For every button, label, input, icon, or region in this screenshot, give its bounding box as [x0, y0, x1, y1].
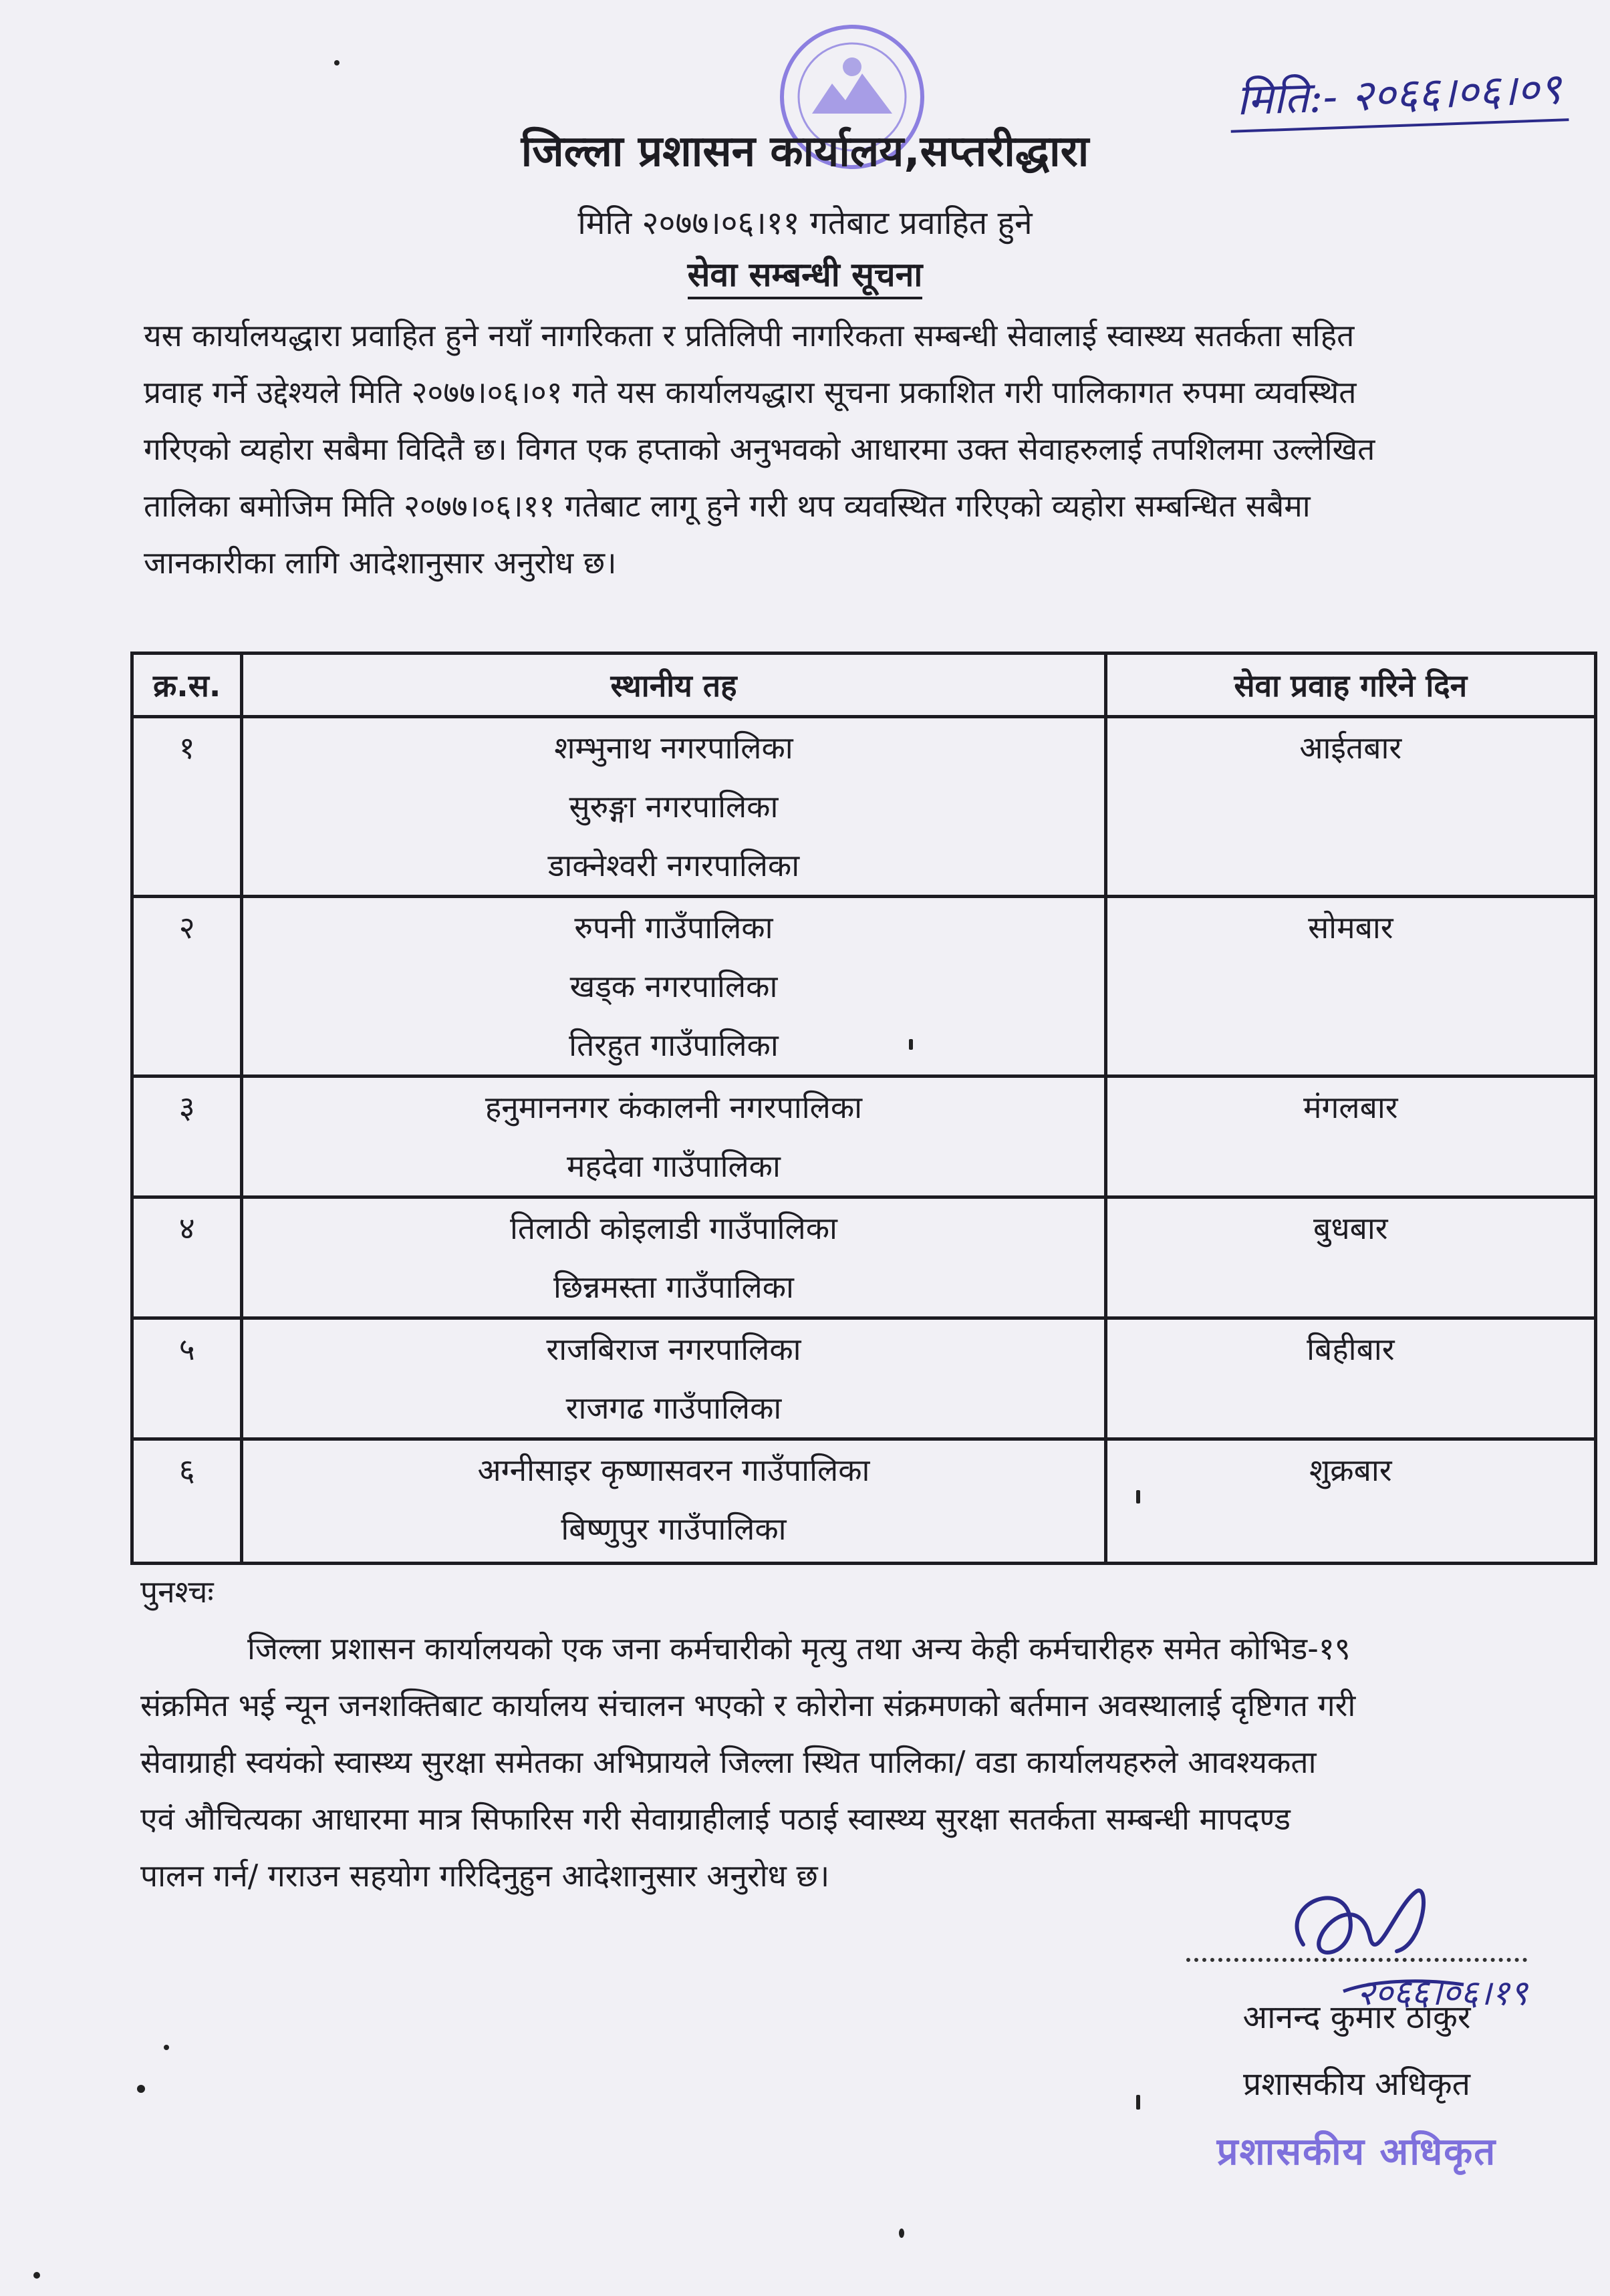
service-day: बिहीबार [1307, 1331, 1395, 1367]
local-level-name: राजबिराज नगरपालिका [546, 1331, 801, 1367]
serial-cell [132, 1439, 242, 1564]
paper-speck [137, 2085, 145, 2093]
notice-heading-text: सेवा सम्बन्धी सूचना [688, 255, 923, 299]
serial-number: ५ [178, 1331, 195, 1367]
local-level-name: शम्भुनाथ नगरपालिका [554, 730, 793, 766]
signatory-title: प्रशासकीय अधिकृत [1242, 2065, 1471, 2103]
postscript-line: जिल्ला प्रशासन कार्यालयको एक जना कर्मचारीको मृत्यु तथा अन्य केही कर्मचारीहरु समेत कोभिड-१९ [247, 1630, 1351, 1667]
effective-date-line: मिति २०७७।०६।११ गतेबाट प्रवाहित हुने [577, 204, 1033, 242]
signature-date: २०६६।०६।१९ [1357, 1973, 1528, 2013]
paper-speck [164, 2045, 169, 2050]
serial-cell [132, 1197, 242, 1318]
table-row [132, 1197, 1596, 1318]
local-level-name: हनुमाननगर कंकालनी नगरपालिका [485, 1089, 863, 1125]
table-header-row [132, 654, 1596, 717]
service-day-cell [1105, 897, 1595, 1077]
paper-speck [1136, 1490, 1140, 1503]
local-level-name: अग्नीसाइर कृष्णासवरन गाउँपालिका [477, 1452, 870, 1488]
serial-cell [132, 897, 242, 1077]
intro-line: तालिका बमोजिम मिति २०७७।०६।११ गतेबाट लागू हुने गरी थप व्यवस्थित गरिएको व्यहोरा सम्बन्धित सबैमा [144, 488, 1311, 524]
local-level-name: खड्क नगरपालिका [569, 968, 778, 1004]
local-level-cell [242, 897, 1105, 1077]
table-row [132, 717, 1596, 897]
local-level-name: तिरहुत गाउँपालिका [569, 1027, 779, 1063]
local-level-cell [242, 1318, 1105, 1439]
table-row [132, 1439, 1596, 1564]
notice-heading [0, 251, 1610, 296]
designation-stamp: प्रशासकीय अधिकृत [1216, 2130, 1497, 2174]
paper-speck [899, 2229, 904, 2238]
local-level-name: महदेवा गाउँपालिका [567, 1148, 781, 1184]
service-day-cell [1105, 1077, 1595, 1197]
service-day-cell [1105, 1318, 1595, 1439]
serial-cell [132, 717, 242, 897]
local-level-cell [242, 1077, 1105, 1197]
paper-speck [33, 2272, 40, 2279]
serial-cell [132, 1077, 242, 1197]
header-local-level: स्थानीय तह [242, 654, 1105, 717]
service-day: बुधबार [1313, 1210, 1388, 1246]
local-level-cell [242, 1197, 1105, 1318]
service-day: आईतबार [1299, 730, 1402, 766]
paper-speck [909, 1039, 913, 1050]
signature-dotted-line [1186, 1958, 1527, 1962]
local-level-name: राजगढ गाउँपालिका [565, 1390, 782, 1426]
table-row [132, 897, 1596, 1077]
postscript-line: सेवाग्राही स्वयंको स्वास्थ्य सुरक्षा समेतका अभिप्रायले जिल्ला स्थित पालिका/ वडा कार्यालयहरुले आवश्यकता [140, 1744, 1317, 1780]
header-serial: क्र.स. [132, 654, 242, 717]
serial-number: १ [178, 730, 195, 766]
local-level-name: सुरुङ्गा नगरपालिका [569, 788, 779, 825]
service-schedule-table [130, 652, 1597, 1565]
local-level-cell [242, 1439, 1105, 1564]
local-level-name: रुपनी गाउँपालिका [574, 909, 773, 946]
postscript-line: एवं औचित्यका आधारमा मात्र सिफारिस गरी सेवाग्राहीलाई पठाई स्वास्थ्य सुरक्षा सतर्कता सम्बन्धी मापदण्ड [140, 1801, 1291, 1837]
local-level-name: डाक्नेश्वरी नगरपालिका [547, 847, 800, 883]
intro-line: गरिएको व्यहोरा सबैमा विदितै छ। विगत एक हप्ताको अनुभवको आधारमा उक्त सेवाहरुलाई तपशिलमा उल्लेखित [144, 431, 1375, 467]
table-row [132, 1318, 1596, 1439]
service-day: मंगलबार [1303, 1089, 1398, 1125]
local-level-name: बिष्णुपुर गाउँपालिका [561, 1511, 787, 1547]
service-day-cell [1105, 717, 1595, 897]
postscript-line: पालन गर्न/ गराउन सहयोग गरिदिनुहुन आदेशानुसार अनुरोध छ। [140, 1858, 830, 1894]
serial-number: २ [178, 909, 195, 946]
intro-line: जानकारीका लागि आदेशानुसार अनुरोध छ। [144, 545, 617, 581]
local-level-name: छिन्नमस्ता गाउँपालिका [553, 1269, 794, 1305]
serial-number: ३ [178, 1089, 195, 1125]
paper-speck [334, 60, 340, 65]
handwritten-date: मिति:- २०६६।०६।०९ [1228, 57, 1569, 133]
signatory-name: आनन्द कुमार ठाकुर [1242, 1999, 1471, 2036]
intro-line: प्रवाह गर्ने उद्देश्यले मिति २०७७।०६।०१ गते यस कार्यालयद्धारा सूचना प्रकाशित गरी पालिकागत रुपमा व्यवस्थित [144, 374, 1357, 410]
serial-number: ६ [178, 1452, 195, 1488]
office-title: जिल्ला प्रशासन कार्यालय,सप्तरीद्धारा [521, 127, 1089, 176]
service-day-cell [1105, 1439, 1595, 1564]
table-row [132, 1077, 1596, 1197]
paper-speck [1136, 2095, 1140, 2110]
serial-cell [132, 1318, 242, 1439]
service-day-cell [1105, 1197, 1595, 1318]
postscript-line: संक्रमित भई न्यून जनशक्तिबाट कार्यालय संचालन भएको र कोरोना संक्रमणको बर्तमान अवस्थालाई दृष्टिगत गरी [140, 1687, 1356, 1723]
serial-number: ४ [178, 1210, 195, 1246]
local-level-cell [242, 717, 1105, 897]
postscript-label: पुनश्चः [140, 1574, 214, 1610]
header-service-day: सेवा प्रवाह गरिने दिन [1105, 654, 1595, 717]
service-day: सोमबार [1308, 909, 1393, 946]
intro-line: यस कार्यालयद्धारा प्रवाहित हुने नयाँ नागरिकता र प्रतिलिपी नागरिकता सम्बन्धी सेवालाई स्वास्थ्य सतर्कता सहित [144, 317, 1355, 353]
local-level-name: तिलाठी कोइलाडी गाउँपालिका [509, 1210, 837, 1246]
service-day: शुक्रबार [1309, 1452, 1392, 1488]
